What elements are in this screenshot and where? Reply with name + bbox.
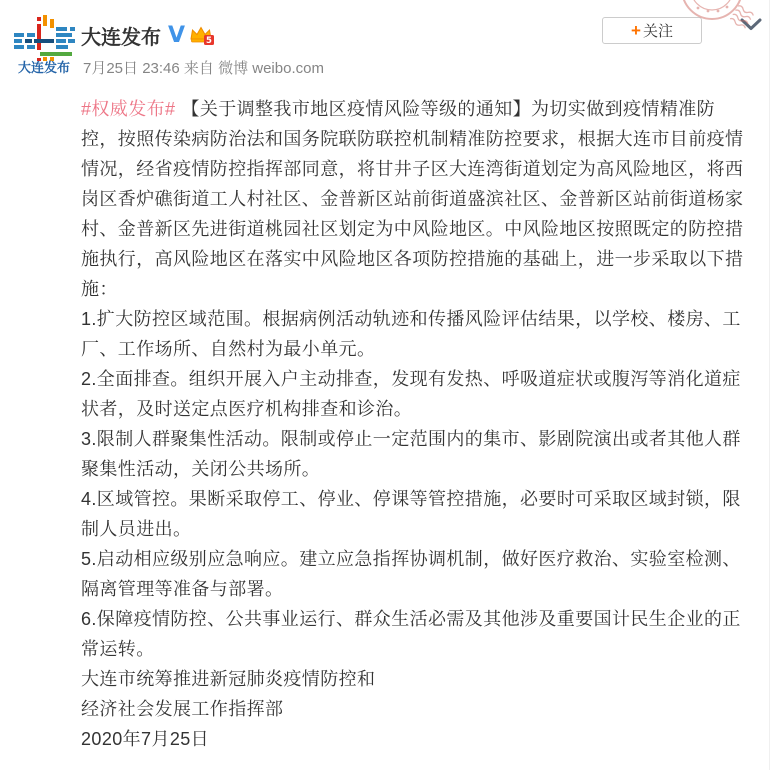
measure-item: 3.限制人群聚集性活动。限制或停止一定范围内的集市、影剧院演出或者其他人群聚集性活动，关闭公共场所。 bbox=[81, 429, 741, 479]
source-prefix: 来自 bbox=[183, 60, 214, 77]
post-intro-text: 【关于调整我市地区疫情风险等级的通知】为切实做到疫情精准防控，按照传染病防治法和国务院联防联控机制精准防控要求，根据大连市目前疫情情况，经省疫情防控指挥部同意，将甘井子区大连湾街道划定为高风险地区，将西岗区香炉礁街道工人村社区、金普新区站前街道盛滨社区、金普新区站前街道杨家村、金普新区先进街道桃园社区划定为中风险地区。中风险地区按照既定的防控措施执行，高风险地区在落实中风险地区各项防控措施的基础上，进一步采取以下措施： bbox=[81, 99, 744, 299]
follow-button[interactable] bbox=[602, 17, 702, 44]
source-link[interactable]: 微博 weibo.com bbox=[218, 60, 324, 77]
post-intro-paragraph bbox=[81, 94, 749, 304]
signature-line: 经济社会发展工作指挥部 bbox=[81, 699, 284, 719]
signature-line: 大连市统筹推进新冠肺炎疫情防控和 bbox=[81, 669, 376, 689]
measure-item: 5.启动相应级别应急响应。建立应急指挥协调机制，做好医疗救治、实验室检测、隔离管理等准备与部署。 bbox=[81, 549, 741, 599]
post-meta bbox=[83, 57, 324, 78]
measure-item: 6.保障疫情防控、公共事业运行、群众生活必需及其他涉及重要国计民生企业的正常运转。 bbox=[81, 609, 741, 659]
post-body bbox=[81, 94, 749, 754]
chevron-down-icon[interactable] bbox=[740, 18, 762, 36]
measure-item: 4.区域管控。果断采取停工、停业、停课等管控措施，必要时可采取区域封锁，限制人员进出。 bbox=[81, 489, 741, 539]
hashtag-link[interactable]: #权威发布# bbox=[81, 99, 176, 119]
follow-button-label: 关注 bbox=[642, 23, 673, 40]
plus-icon: + bbox=[631, 21, 641, 40]
post-timestamp[interactable]: 7月25日 23:46 bbox=[83, 60, 180, 77]
measure-item: 1.扩大防控区域范围。根据病例活动轨迹和传播风险评估结果，以学校、楼房、工厂、工作场所、自然村为最小单元。 bbox=[81, 309, 741, 359]
measure-item: 2.全面排查。组织开展入户主动排查，发现有发热、呼吸道症状或腹泻等消化道症状者，及时送定点医疗机构排查和诊治。 bbox=[81, 369, 741, 419]
avatar-caption: 大连发布 bbox=[17, 60, 70, 75]
verified-icon: V bbox=[168, 22, 186, 48]
avatar[interactable] bbox=[13, 13, 75, 75]
dalian-fabu-logo-icon bbox=[13, 13, 75, 61]
member-crown-icon bbox=[190, 26, 215, 50]
signature-date: 2020年7月25日 bbox=[81, 729, 210, 749]
profile-name[interactable]: 大连发布 bbox=[81, 27, 161, 49]
profile-header bbox=[81, 21, 215, 50]
svg-text:5: 5 bbox=[206, 35, 212, 45]
